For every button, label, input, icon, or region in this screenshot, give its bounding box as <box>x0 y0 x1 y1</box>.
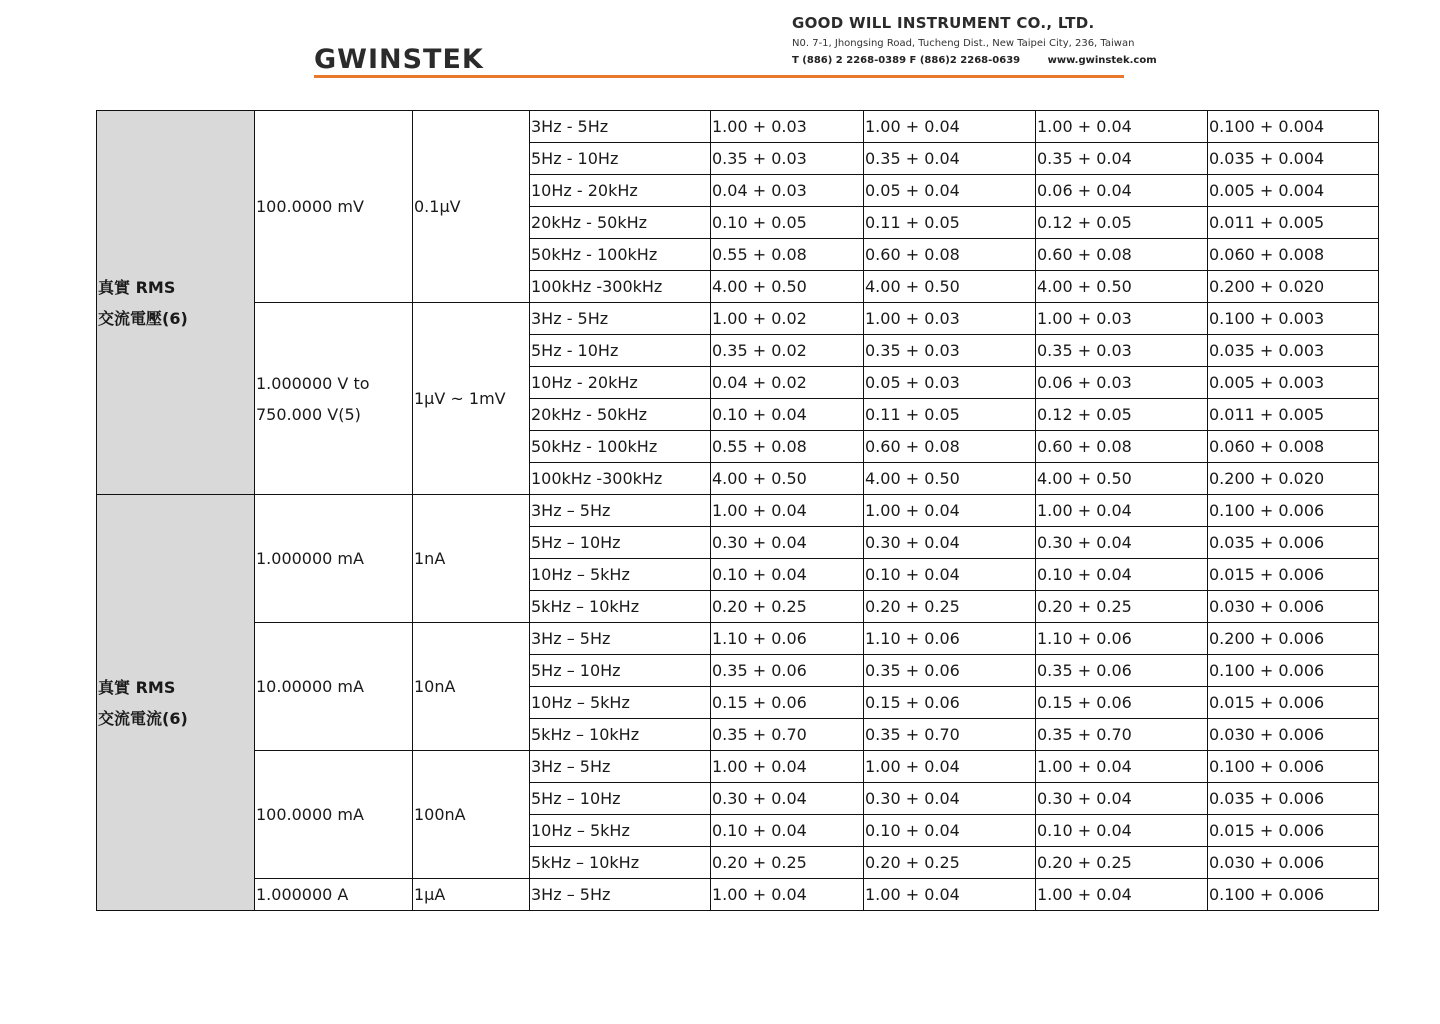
accuracy-1y-cell: 0.30 + 0.04 <box>1036 527 1208 559</box>
temp-coefficient-cell: 0.100 + 0.006 <box>1208 879 1379 911</box>
function-label: 交流電壓(6) <box>98 308 188 328</box>
temp-coefficient-cell: 0.100 + 0.006 <box>1208 495 1379 527</box>
range-value: 1.000000 V to <box>256 373 370 393</box>
accuracy-90d-cell: 1.00 + 0.04 <box>864 495 1036 527</box>
accuracy-1y-cell: 0.06 + 0.04 <box>1036 175 1208 207</box>
accuracy-24h-cell: 4.00 + 0.50 <box>711 463 864 495</box>
accuracy-90d-cell: 4.00 + 0.50 <box>864 271 1036 303</box>
accuracy-90d-cell: 0.35 + 0.03 <box>864 335 1036 367</box>
range-value: 10.00000 mA <box>256 677 364 696</box>
range-cell <box>255 495 413 623</box>
accuracy-90d-cell: 0.05 + 0.03 <box>864 367 1036 399</box>
accuracy-24h-cell: 1.00 + 0.03 <box>711 111 864 143</box>
accuracy-1y-cell: 0.10 + 0.04 <box>1036 559 1208 591</box>
accuracy-24h-cell: 1.00 + 0.02 <box>711 303 864 335</box>
frequency-cell: 10Hz - 20kHz <box>530 367 711 399</box>
accuracy-1y-cell: 0.35 + 0.70 <box>1036 719 1208 751</box>
accuracy-24h-cell: 0.30 + 0.04 <box>711 783 864 815</box>
frequency-cell: 100kHz -300kHz <box>530 463 711 495</box>
resolution-cell: 1µA <box>413 879 530 911</box>
company-name: GOOD WILL INSTRUMENT CO., LTD. <box>792 14 1095 32</box>
frequency-cell: 10Hz – 5kHz <box>530 559 711 591</box>
specification-table-body <box>97 111 1379 911</box>
accuracy-90d-cell: 0.10 + 0.04 <box>864 815 1036 847</box>
header-divider <box>314 75 1124 78</box>
accuracy-90d-cell: 1.10 + 0.06 <box>864 623 1036 655</box>
table-row <box>97 111 1379 143</box>
accuracy-24h-cell: 1.00 + 0.04 <box>711 495 864 527</box>
frequency-cell: 5Hz – 10Hz <box>530 655 711 687</box>
accuracy-1y-cell: 0.12 + 0.05 <box>1036 207 1208 239</box>
gwinstek-logo: GWINSTEK <box>314 44 484 75</box>
accuracy-24h-cell: 0.10 + 0.04 <box>711 815 864 847</box>
accuracy-90d-cell: 0.30 + 0.04 <box>864 783 1036 815</box>
accuracy-90d-cell: 1.00 + 0.04 <box>864 751 1036 783</box>
company-address: N0. 7-1, Jhongsing Road, Tucheng Dist., New Taipei City, 236, Taiwan <box>792 38 1135 49</box>
frequency-cell: 3Hz – 5Hz <box>530 751 711 783</box>
table-row <box>97 303 1379 335</box>
resolution-cell: 10nA <box>413 623 530 751</box>
temp-coefficient-cell: 0.035 + 0.006 <box>1208 783 1379 815</box>
accuracy-90d-cell: 1.00 + 0.04 <box>864 111 1036 143</box>
accuracy-90d-cell: 0.35 + 0.04 <box>864 143 1036 175</box>
function-label-cell <box>97 495 255 911</box>
frequency-cell: 3Hz - 5Hz <box>530 303 711 335</box>
accuracy-1y-cell: 4.00 + 0.50 <box>1036 271 1208 303</box>
accuracy-24h-cell: 0.15 + 0.06 <box>711 687 864 719</box>
frequency-cell: 5Hz – 10Hz <box>530 527 711 559</box>
company-contact <box>792 55 1157 66</box>
table-row <box>97 623 1379 655</box>
accuracy-24h-cell: 0.04 + 0.03 <box>711 175 864 207</box>
accuracy-90d-cell: 0.60 + 0.08 <box>864 239 1036 271</box>
accuracy-1y-cell: 1.00 + 0.04 <box>1036 111 1208 143</box>
frequency-cell: 10Hz – 5kHz <box>530 815 711 847</box>
accuracy-1y-cell: 0.12 + 0.05 <box>1036 399 1208 431</box>
accuracy-90d-cell: 0.05 + 0.04 <box>864 175 1036 207</box>
accuracy-24h-cell: 0.04 + 0.02 <box>711 367 864 399</box>
range-cell <box>255 111 413 303</box>
accuracy-24h-cell: 4.00 + 0.50 <box>711 271 864 303</box>
temp-coefficient-cell: 0.005 + 0.003 <box>1208 367 1379 399</box>
accuracy-24h-cell: 0.55 + 0.08 <box>711 431 864 463</box>
frequency-cell: 5kHz – 10kHz <box>530 719 711 751</box>
temp-coefficient-cell: 0.030 + 0.006 <box>1208 719 1379 751</box>
function-label: 真實 RMS <box>98 677 176 697</box>
frequency-cell: 50kHz - 100kHz <box>530 431 711 463</box>
temp-coefficient-cell: 0.030 + 0.006 <box>1208 847 1379 879</box>
range-value: 1.000000 mA <box>256 549 364 568</box>
accuracy-1y-cell: 1.00 + 0.04 <box>1036 495 1208 527</box>
temp-coefficient-cell: 0.035 + 0.006 <box>1208 527 1379 559</box>
accuracy-24h-cell: 0.35 + 0.02 <box>711 335 864 367</box>
frequency-cell: 5Hz - 10Hz <box>530 143 711 175</box>
accuracy-24h-cell: 0.20 + 0.25 <box>711 847 864 879</box>
temp-coefficient-cell: 0.015 + 0.006 <box>1208 815 1379 847</box>
range-value: 750.000 V(5) <box>256 404 361 424</box>
range-value: 1.000000 A <box>256 885 349 904</box>
frequency-cell: 5kHz – 10kHz <box>530 847 711 879</box>
accuracy-24h-cell: 0.30 + 0.04 <box>711 527 864 559</box>
temp-coefficient-cell: 0.060 + 0.008 <box>1208 431 1379 463</box>
accuracy-90d-cell: 0.30 + 0.04 <box>864 527 1036 559</box>
company-info <box>792 14 1157 66</box>
frequency-cell: 5kHz – 10kHz <box>530 591 711 623</box>
accuracy-1y-cell: 0.35 + 0.03 <box>1036 335 1208 367</box>
accuracy-1y-cell: 1.00 + 0.04 <box>1036 751 1208 783</box>
accuracy-24h-cell: 0.55 + 0.08 <box>711 239 864 271</box>
accuracy-1y-cell: 1.10 + 0.06 <box>1036 623 1208 655</box>
temp-coefficient-cell: 0.100 + 0.006 <box>1208 751 1379 783</box>
accuracy-1y-cell: 0.60 + 0.08 <box>1036 239 1208 271</box>
frequency-cell: 3Hz – 5Hz <box>530 623 711 655</box>
accuracy-1y-cell: 0.20 + 0.25 <box>1036 847 1208 879</box>
accuracy-90d-cell: 0.60 + 0.08 <box>864 431 1036 463</box>
temp-coefficient-cell: 0.015 + 0.006 <box>1208 687 1379 719</box>
accuracy-1y-cell: 0.10 + 0.04 <box>1036 815 1208 847</box>
frequency-cell: 20kHz - 50kHz <box>530 399 711 431</box>
frequency-cell: 20kHz - 50kHz <box>530 207 711 239</box>
range-cell <box>255 879 413 911</box>
range-cell <box>255 623 413 751</box>
accuracy-1y-cell: 1.00 + 0.04 <box>1036 879 1208 911</box>
table-row <box>97 495 1379 527</box>
temp-coefficient-cell: 0.015 + 0.006 <box>1208 559 1379 591</box>
temp-coefficient-cell: 0.200 + 0.006 <box>1208 623 1379 655</box>
table-row <box>97 879 1379 911</box>
temp-coefficient-cell: 0.100 + 0.006 <box>1208 655 1379 687</box>
accuracy-1y-cell: 4.00 + 0.50 <box>1036 463 1208 495</box>
frequency-cell: 5Hz – 10Hz <box>530 783 711 815</box>
accuracy-24h-cell: 0.20 + 0.25 <box>711 591 864 623</box>
accuracy-1y-cell: 1.00 + 0.03 <box>1036 303 1208 335</box>
accuracy-24h-cell: 0.10 + 0.05 <box>711 207 864 239</box>
resolution-cell: 100nA <box>413 751 530 879</box>
range-cell <box>255 303 413 495</box>
accuracy-1y-cell: 0.60 + 0.08 <box>1036 431 1208 463</box>
temp-coefficient-cell: 0.030 + 0.006 <box>1208 591 1379 623</box>
temp-coefficient-cell: 0.035 + 0.003 <box>1208 335 1379 367</box>
accuracy-1y-cell: 0.06 + 0.03 <box>1036 367 1208 399</box>
temp-coefficient-cell: 0.100 + 0.004 <box>1208 111 1379 143</box>
frequency-cell: 3Hz – 5Hz <box>530 879 711 911</box>
resolution-cell: 1nA <box>413 495 530 623</box>
accuracy-1y-cell: 0.20 + 0.25 <box>1036 591 1208 623</box>
accuracy-24h-cell: 0.35 + 0.03 <box>711 143 864 175</box>
table-row <box>97 751 1379 783</box>
accuracy-1y-cell: 0.30 + 0.04 <box>1036 783 1208 815</box>
accuracy-24h-cell: 0.10 + 0.04 <box>711 559 864 591</box>
accuracy-90d-cell: 0.20 + 0.25 <box>864 847 1036 879</box>
accuracy-1y-cell: 0.35 + 0.04 <box>1036 143 1208 175</box>
accuracy-1y-cell: 0.35 + 0.06 <box>1036 655 1208 687</box>
accuracy-90d-cell: 0.35 + 0.70 <box>864 719 1036 751</box>
temp-coefficient-cell: 0.200 + 0.020 <box>1208 271 1379 303</box>
accuracy-90d-cell: 4.00 + 0.50 <box>864 463 1036 495</box>
resolution-cell: 1µV ~ 1mV <box>413 303 530 495</box>
accuracy-90d-cell: 1.00 + 0.03 <box>864 303 1036 335</box>
resolution-cell: 0.1µV <box>413 111 530 303</box>
accuracy-24h-cell: 1.00 + 0.04 <box>711 751 864 783</box>
temp-coefficient-cell: 0.100 + 0.003 <box>1208 303 1379 335</box>
specification-table <box>96 110 1379 911</box>
frequency-cell: 3Hz - 5Hz <box>530 111 711 143</box>
function-label: 真實 RMS <box>98 277 176 297</box>
frequency-cell: 5Hz - 10Hz <box>530 335 711 367</box>
accuracy-90d-cell: 0.10 + 0.04 <box>864 559 1036 591</box>
accuracy-90d-cell: 0.15 + 0.06 <box>864 687 1036 719</box>
temp-coefficient-cell: 0.011 + 0.005 <box>1208 399 1379 431</box>
temp-coefficient-cell: 0.011 + 0.005 <box>1208 207 1379 239</box>
temp-coefficient-cell: 0.035 + 0.004 <box>1208 143 1379 175</box>
accuracy-24h-cell: 1.00 + 0.04 <box>711 879 864 911</box>
function-label-cell <box>97 111 255 495</box>
frequency-cell: 10Hz - 20kHz <box>530 175 711 207</box>
temp-coefficient-cell: 0.005 + 0.004 <box>1208 175 1379 207</box>
frequency-cell: 100kHz -300kHz <box>530 271 711 303</box>
company-website: www.gwinstek.com <box>1047 55 1157 66</box>
accuracy-90d-cell: 0.35 + 0.06 <box>864 655 1036 687</box>
frequency-cell: 10Hz – 5kHz <box>530 687 711 719</box>
frequency-cell: 3Hz – 5Hz <box>530 495 711 527</box>
company-phone: T (886) 2 2268-0389 F (886)2 2268-0639 <box>792 55 1021 66</box>
accuracy-1y-cell: 0.15 + 0.06 <box>1036 687 1208 719</box>
accuracy-24h-cell: 0.10 + 0.04 <box>711 399 864 431</box>
range-value: 100.0000 mV <box>256 197 364 216</box>
accuracy-90d-cell: 0.11 + 0.05 <box>864 399 1036 431</box>
temp-coefficient-cell: 0.060 + 0.008 <box>1208 239 1379 271</box>
range-cell <box>255 751 413 879</box>
accuracy-90d-cell: 1.00 + 0.04 <box>864 879 1036 911</box>
accuracy-24h-cell: 0.35 + 0.06 <box>711 655 864 687</box>
accuracy-90d-cell: 0.11 + 0.05 <box>864 207 1036 239</box>
range-value: 100.0000 mA <box>256 805 364 824</box>
frequency-cell: 50kHz - 100kHz <box>530 239 711 271</box>
accuracy-24h-cell: 0.35 + 0.70 <box>711 719 864 751</box>
accuracy-90d-cell: 0.20 + 0.25 <box>864 591 1036 623</box>
temp-coefficient-cell: 0.200 + 0.020 <box>1208 463 1379 495</box>
accuracy-24h-cell: 1.10 + 0.06 <box>711 623 864 655</box>
function-label: 交流電流(6) <box>98 708 188 728</box>
